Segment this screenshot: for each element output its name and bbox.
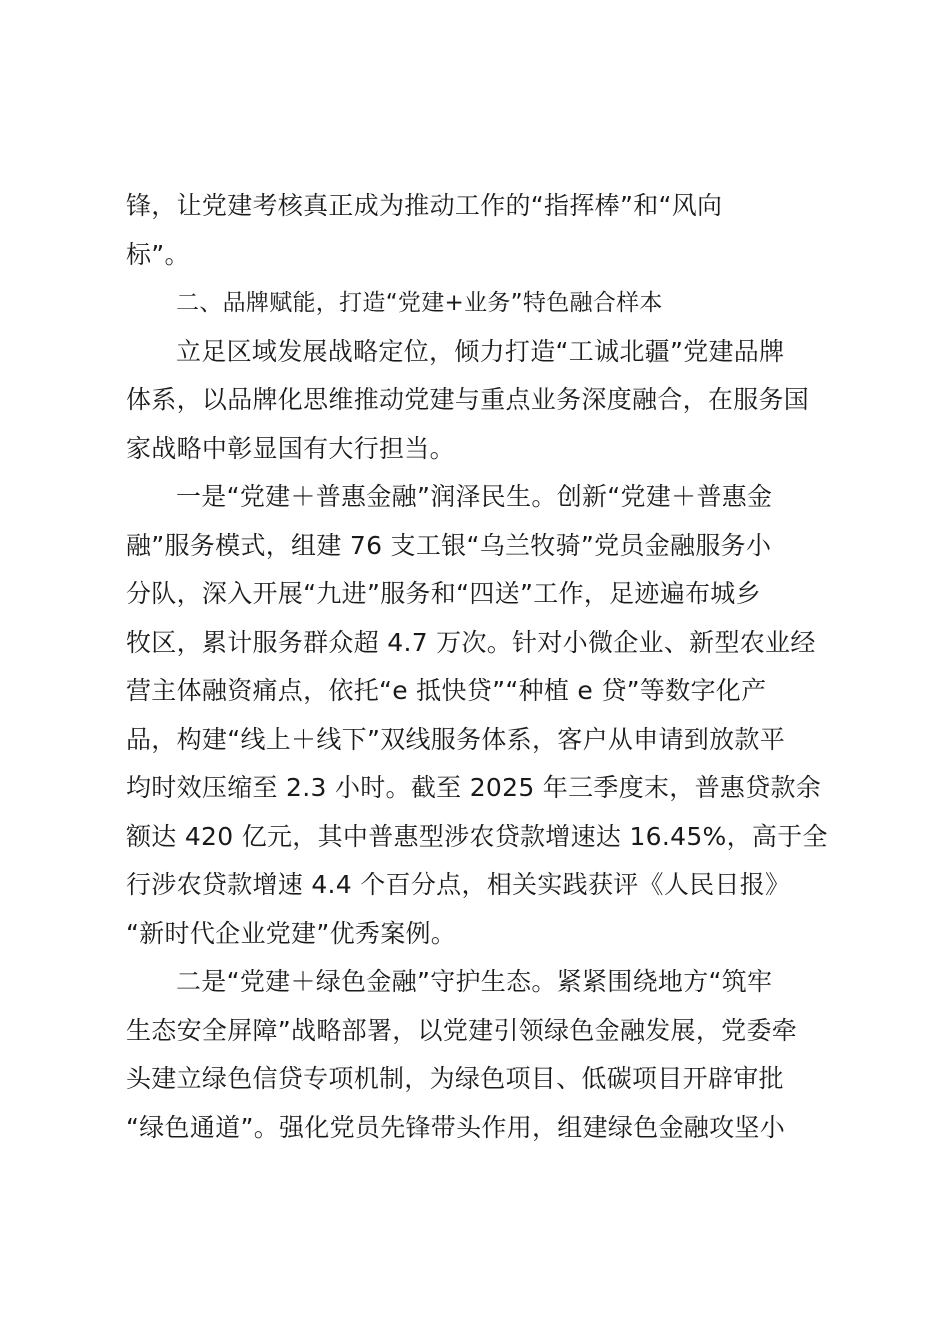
paragraph-line: 家战略中彰显国有大行担当。 (126, 433, 455, 463)
paragraph-line: 标”。 (126, 239, 190, 269)
paragraph-line: 行涉农贷款增速 4.4 个百分点，相关实践获评《人民日报》 (126, 870, 791, 899)
section-heading: 二、品牌赋能，打造“党建+业务”特色融合样本 (176, 290, 663, 316)
paragraph-line: 二是“党建＋绿色金融”守护生态。紧紧围绕地方“筑牢 (176, 967, 773, 996)
document-body (126, 182, 834, 1152)
paragraph-line: 分队，深入开展“九进”服务和“四送”工作，足迹遍布城乡 (126, 579, 761, 608)
paragraph-line: 融”服务模式，组建 76 支工银“乌兰牧骑”党员金融服务小 (126, 530, 772, 560)
paragraph-line: 生态安全屏障”战略部署，以党建引领绿色金融发展，党委牵 (126, 1015, 798, 1045)
paragraph-line: 锋，让党建考核真正成为推动工作的“指挥棒”和“风向 (126, 191, 723, 220)
paragraph-line: 立足区域发展战略定位，倾力打造“工诚北疆”党建品牌 (176, 336, 785, 366)
paragraph-line: 均时效压缩至 2.3 小时。截至 2025 年三季度末，普惠贷款余 (126, 773, 822, 802)
paragraph-line: 品，构建“线上＋线下”双线服务体系，客户从申请到放款平 (126, 724, 786, 754)
paragraph-line: 额达 420 亿元，其中普惠型涉农贷款增速达 16.45%，高于全 (126, 821, 828, 851)
paragraph-line: “新时代企业党建”优秀案例。 (126, 918, 457, 948)
paragraph-line: 体系，以品牌化思维推动党建与重点业务深度融合，在服务国 (126, 385, 810, 414)
paragraph-line: 牧区，累计服务群众超 4.7 万次。针对小微企业、新型农业经 (126, 627, 816, 657)
paragraph-line: 头建立绿色信贷专项机制，为绿色项目、低碳项目开辟审批 (126, 1064, 784, 1093)
paragraph-line: 营主体融资痛点，依托“e 抵快贷”“种植 e 贷”等数字化产 (126, 676, 767, 705)
paragraph-line: “绿色通道”。强化党员先锋带头作用，组建绿色金融攻坚小 (126, 1112, 786, 1142)
paragraph-line: 一是“党建＋普惠金融”润泽民生。创新“党建＋普惠金 (176, 482, 773, 511)
